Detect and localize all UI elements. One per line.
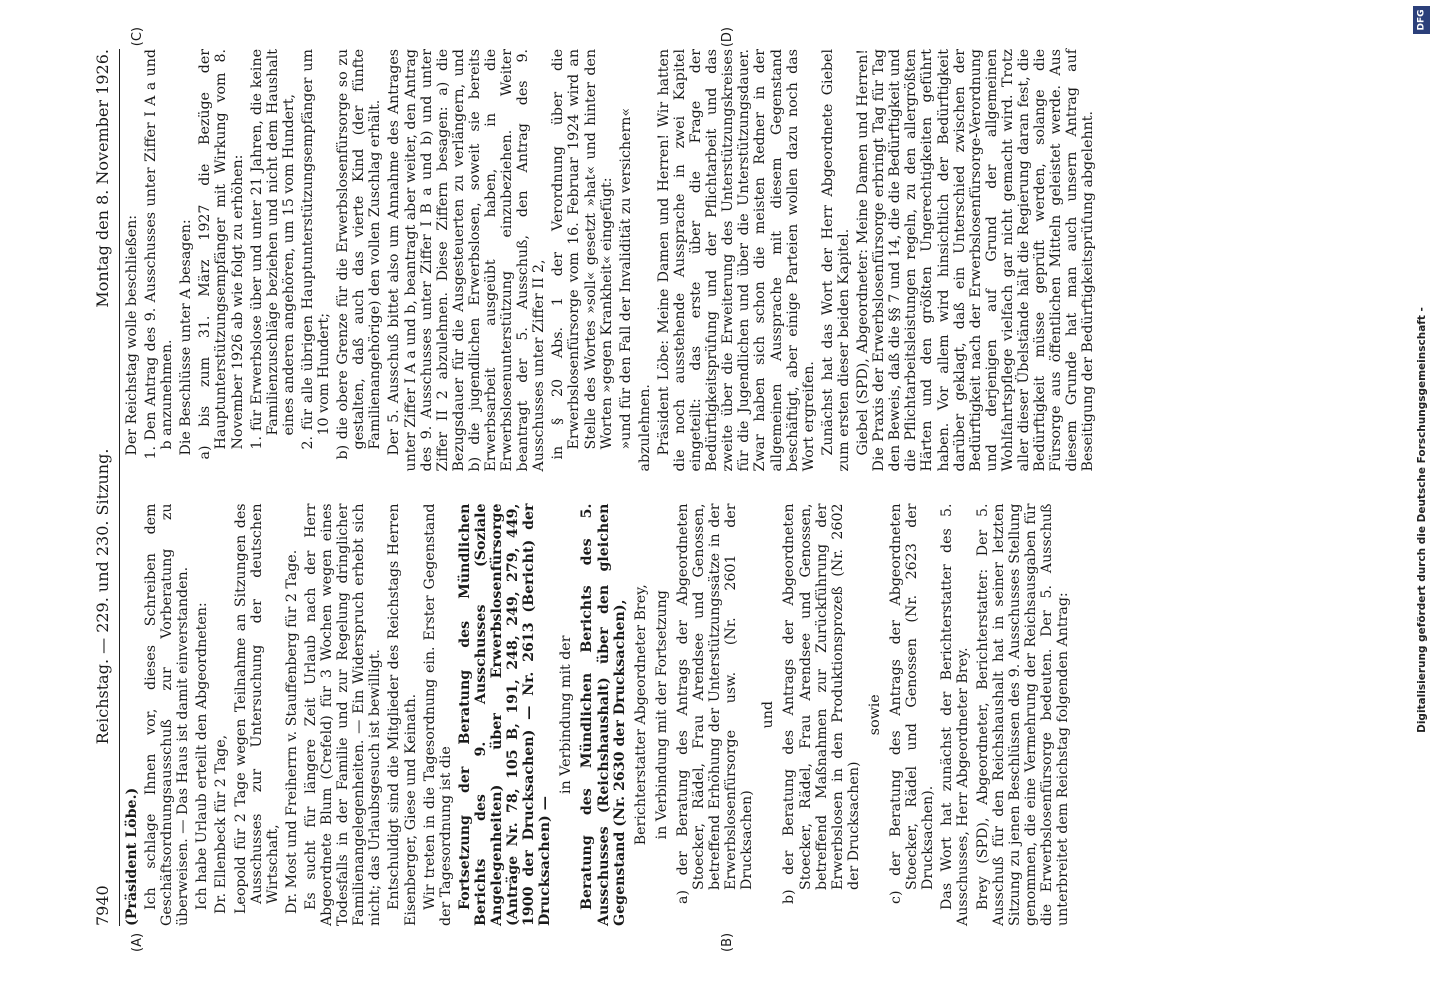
paragraph: Das Wort hat zunächst der Berichterstatter des 5. Ausschusses, Herr Abgeordneter Brey. [939, 503, 972, 926]
speech-paragraph: Brey (SPD), Abgeordneter, Berichterstatter: Der 5. Ausschuß für den Reichshaushalt hat in seiner letzten Sitzung zu jenen Beschlüssen des 9. Ausschusses Stellung genommen, die eine Vermehrung der Reichsausgaben für die Erwerbslosenfürsorge bedeuten. Der 5. Ausschuß unterbreitet dem Reichstag folgenden Antrag: [974, 503, 1071, 926]
list-item: 1. Den Antrag des 9. Ausschusses unter Ziffer I A a und b anzunehmen. [143, 49, 176, 460]
page-number: 7940 [93, 885, 112, 926]
digitization-notice: Digitalisierung gefördert durch die Deutsche Forschungsgemeinschaft - [1416, 307, 1428, 733]
agenda-subitem: a) der Beratung des Antrags der Abgeordneten Stoecker, Rädel, Frau Arendsee und Genossen, betreffend Erhöhung der Unterstützungssätze in der Erwerbslosenfürsorge usw. (Nr. 2601 der Drucksachen) [674, 503, 756, 904]
margin-mark-c: (C) [130, 27, 145, 47]
list-subitem: 2. für alle übrigen Hauptunterstützungsempfänger um 10 vom Hundert; [299, 49, 333, 450]
text-columns [124, 27, 1099, 952]
paragraph: Der 5. Ausschuß bittet also um Annahme des Antrages unter Ziffer I A a und b, beantragt aber weiter, den Antrag des 9. Ausschusses unter Ziffer I B a und b) und unter Ziffer II 2 abzulehnen. Diese Ziffern besagen: a) die Bezugsdauer für die Ausgesteuerten zu verlängern, und b) die jugendlichen Erwerbslosen, soweit sie bereits Erwerbsarbeit ausgeübt haben, in die Erwerbslosenunterstützung einzubeziehen. Weiter beantragt der 5. Ausschuß, den Antrag des 9. Ausschusses unter Ziffer II 2, [386, 49, 548, 472]
quoted-text: »und für den Fall der Invalidität zu versichern« [617, 107, 634, 450]
agenda-item: Fortsetzung der Beratung des Mündlichen Berichts des 9. Ausschusses (Soziale Angelegenheiten) über Erwerbslosenfürsorge (Anträge Nr. 78, 105 B, 191, 248, 249, 279, 449, 1900 der Drucksachen) — Nr. 2613 (Bericht) der Drucksachen) — [456, 503, 554, 926]
list-item: Leopold für 2 Tage wegen Teilnahme an Sitzungen des Ausschusses zur Untersuchung der deutschen Wirtschaft, [232, 503, 281, 914]
list-item: a) bis zum 31. März 1927 die Bezüge der Hauptunterstützungsempfänger mit Wirkung vom 8. November 1926 ab wie folgt zu erhöhen: [197, 49, 246, 460]
paragraph: Ich schlage Ihnen vor, dieses Schreiben dem Geschäftsordnungsausschuß zur Vorberatung zu überweisen. — Das Haus ist damit einverstanden. [143, 503, 192, 926]
paragraph: Es sucht für längere Zeit Urlaub nach der Herr Abgeordnete Blum (Crefeld) für 3 Wochen wegen eines Todesfalls in der Familie und zur Regelung dringlicher Familienangelegenheiten. — Ein Widerspruch erhebt sich nicht; das Urlaubsgesuch ist bewilligt. [302, 503, 384, 926]
speech-paragraph: Präsident Löbe: Meine Damen und Herren! Wir hatten die noch ausstehende Aussprache in zwei Kapitel eingeteilt: das erste über die Frage der Bedürftigkeitsprüfung und der Pflichtarbeit und das zweite über die Erweiterung des Unterstützungskreises für die Jugendlichen und über die Unterstützungsdauer. Zwar haben sich schon die meisten Redner in der allgemeinen Aussprache mit diesem Gegenstand beschäftigt, aber einige Parteien wollen dazu noch das Wort ergreifen. [655, 49, 817, 472]
left-column [124, 504, 1099, 927]
paragraph: Der Reichstag wolle beschließen: [124, 214, 140, 456]
dfg-logo: DFG [1413, 6, 1430, 34]
header-date: Montag den 8. November 1926. [93, 49, 112, 308]
margin-mark-a: (A) [130, 932, 145, 952]
header-title: Reichstag. — 229. und 230. Sitzung. [93, 448, 112, 745]
paragraph: Entschuldigt sind die Mitglieder des Reichstags Herren Eisenberger, Giese und Keinath. [386, 503, 419, 926]
list-item: b) die obere Grenze für die Erwerbslosenfürsorge so zu gestalten, daß auch das vierte Kind (der fünfte Familienangehörige) den vollen Zuschlag erhält. [335, 49, 384, 460]
paragraph: Die Beschlüsse unter A besagen: [178, 219, 195, 456]
paragraph: abzulehnen. [636, 384, 653, 472]
agenda-subitem: b) der Beratung des Antrags der Abgeordneten Stoecker, Rädel, Frau Arendsee und Genossen, betreffend Maßnahmen zur Zurückführung der Erwerbslosen in den Produktionsprozeß (Nr. 2602 der Drucksachen) [781, 503, 862, 904]
right-column [124, 49, 1099, 472]
margin-mark-b: (B) [720, 932, 735, 952]
connector-text: sowie [866, 694, 883, 736]
connector-text: und [760, 701, 777, 729]
connector-text: in Verbindung mit der [558, 635, 575, 794]
list-item: Dr. Ellenbeck für 2 Tage, [213, 734, 230, 914]
agenda-item: Beratung des Mündlichen Berichts des 5. Ausschusses (Reichshaushalt) über den gleichen Gegenstand (Nr. 2630 der Drucksachen), [579, 503, 628, 926]
agenda-subitem: c) der Beratung des Antrags der Abgeordneten Stoecker, Rädel und Genossen (Nr. 2623 der Drucksachen). [888, 503, 937, 904]
paragraph: Wir treten in die Tagesordnung ein. Erster Gegenstand der Tagesordnung ist die [421, 503, 454, 926]
margin-mark-d: (D) [720, 27, 735, 48]
speech-paragraph: Giebel (SPD), Abgeordneter: Meine Damen und Herren! Die Praxis der Erwerbslosenfürsorge erbringt Tag für Tag den Beweis, daß die §§ 7 und 14, die die Bedürftigkeit und die Pflichtarbeitsleistungen regeln, zu den allergrößten Härten und den größten Ungerechtigkeiten geführt haben. Vor allem wird hinsichtlich der Bedürftigkeit darüber geklagt, daß ein Unterschied zwischen der Bedürftigkeit nach der Erwerbslosenfürsorge-Verordnung und derjenigen auf Grund der allgemeinen Wohlfahrtspflege vielfach gar nicht gemacht wird. Trotz aller dieser Übelstände hält die Regierung daran fest, die Bedürftigkeit müsse geprüft werden, solange die Fürsorge aus öffentlichen Mitteln geleistet werde. Aus diesem Grunde hat man auch unsern Antrag auf Beseitigung der Bedürftigkeitsprüfung abgelehnt. [855, 49, 1097, 472]
list-item: Dr. Most und Freiherrn v. Stauffenberg für 2 Tage. [283, 549, 300, 914]
rapporteur-line: Berichterstatter Abgeordneter Brey, [632, 584, 649, 846]
quoted-text: in § 20 Abs. 1 der Verordnung über die Erwerbslosenfürsorge vom 16. Februar 1924 wird an Stelle des Wortes »soll« gesetzt »hat« und hinter den Worten »gegen Krankheit« eingefügt: [550, 49, 615, 460]
paragraph: Ich habe Urlaub erteilt den Abgeordneten: [194, 602, 211, 910]
speaker-ref: (Präsident Löbe.) [124, 787, 140, 926]
page-header [95, 49, 120, 926]
list-subitem: 1. für Erwerbslose über und unter 21 Jahren, die keine Familienzuschläge beziehen und nicht dem Haushalt eines anderen angehören, um 15 vom Hundert, [248, 49, 297, 450]
paragraph: Zunächst hat das Wort der Herr Abgeordnete Giebel zum ersten dieser beiden Kapitel. [819, 49, 852, 472]
connector-text: in Verbindung mit der Fortsetzung [653, 590, 670, 840]
document-page [93, 27, 1325, 952]
